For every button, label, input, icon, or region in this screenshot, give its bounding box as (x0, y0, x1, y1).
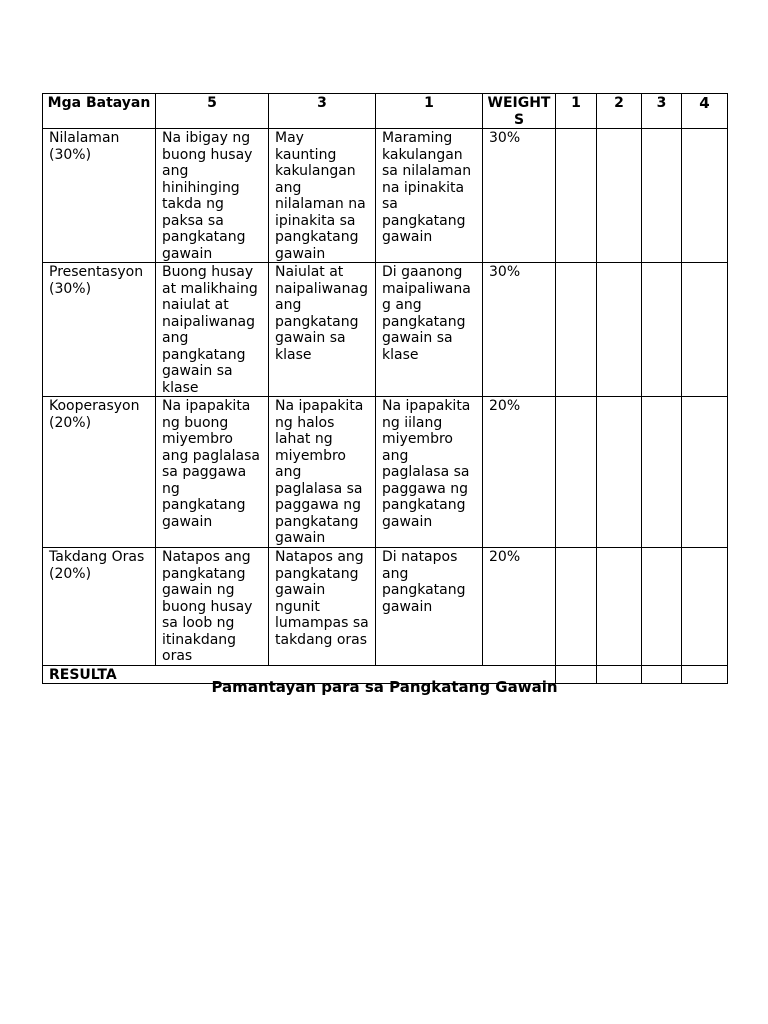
score-5-description: Natapos ang pangkatang gawain ng buong husay sa loob ng itinakdang oras (156, 548, 269, 666)
group-2-score-cell (597, 263, 642, 397)
header-group-3: 3 (642, 94, 682, 129)
group-1-score-cell (556, 129, 597, 263)
group-1-score-cell (556, 397, 597, 548)
header-criteria: Mga Batayan (43, 94, 156, 129)
weight-cell: 30% (483, 263, 556, 397)
group-1-score-cell (556, 548, 597, 666)
score-5-description: Buong husay at malikhaing naiulat at naipaliwanag ang pangkatang gawain sa klase (156, 263, 269, 397)
group-3-score-cell (642, 548, 682, 666)
header-score-3: 3 (269, 94, 376, 129)
group-4-score-cell (682, 548, 728, 666)
score-3-description: Natapos ang pangkatang gawain ngunit lumampas sa takdang oras (269, 548, 376, 666)
header-score-1: 1 (376, 94, 483, 129)
header-group-1: 1 (556, 94, 597, 129)
criterion-cell: Nilalaman (30%) (43, 129, 156, 263)
group-2-score-cell (597, 548, 642, 666)
score-3-description: Na ipapakita ng halos lahat ng miyembro ang paglalasa sa paggawa ng pangkatang gawain (269, 397, 376, 548)
group-4-score-cell (682, 129, 728, 263)
criterion-cell: Takdang Oras (20%) (43, 548, 156, 666)
criterion-cell: Kooperasyon (20%) (43, 397, 156, 548)
score-5-description: Na ipapakita ng buong miyembro ang paglalasa sa paggawa ng pangkatang gawain (156, 397, 269, 548)
table-row (43, 263, 728, 397)
header-score-5: 5 (156, 94, 269, 129)
rubric-table (42, 93, 728, 684)
header-weights: WEIGHTS (483, 94, 556, 129)
group-4-score-cell (682, 263, 728, 397)
header-group-2: 2 (597, 94, 642, 129)
weight-cell: 30% (483, 129, 556, 263)
table-caption: Pamantayan para sa Pangkatang Gawain (211, 678, 558, 696)
group-3-score-cell (642, 129, 682, 263)
weight-cell: 20% (483, 397, 556, 548)
group-4-score-cell (682, 397, 728, 548)
weight-cell: 20% (483, 548, 556, 666)
header-group-4: 4 (682, 94, 728, 129)
table-row (43, 397, 728, 548)
group-3-score-cell (642, 397, 682, 548)
group-3-score-cell (642, 263, 682, 397)
score-1-description: Di gaanong maipaliwanag ang pangkatang gawain sa klase (376, 263, 483, 397)
criterion-cell: Presentasyon (30%) (43, 263, 156, 397)
table-row (43, 548, 728, 666)
score-3-description: May kaunting kakulangan ang nilalaman na ipinakita sa pangkatang gawain (269, 129, 376, 263)
group-2-score-cell (597, 397, 642, 548)
score-1-description: Di natapos ang pangkatang gawain (376, 548, 483, 666)
score-3-description: Naiulat at naipaliwanag ang pangkatang gawain sa klase (269, 263, 376, 397)
table-row (43, 129, 728, 263)
score-1-description: Na ipapakita ng iilang miyembro ang paglalasa sa paggawa ng pangkatang gawain (376, 397, 483, 548)
resulta-label: RESULTA (43, 665, 556, 683)
group-2-score-cell (597, 129, 642, 263)
score-1-description: Maraming kakulangan sa nilalaman na ipinakita sa pangkatang gawain (376, 129, 483, 263)
score-5-description: Na ibigay ng buong husay ang hinihinging takda ng paksa sa pangkatang gawain (156, 129, 269, 263)
group-1-score-cell (556, 263, 597, 397)
header-row (43, 94, 728, 129)
